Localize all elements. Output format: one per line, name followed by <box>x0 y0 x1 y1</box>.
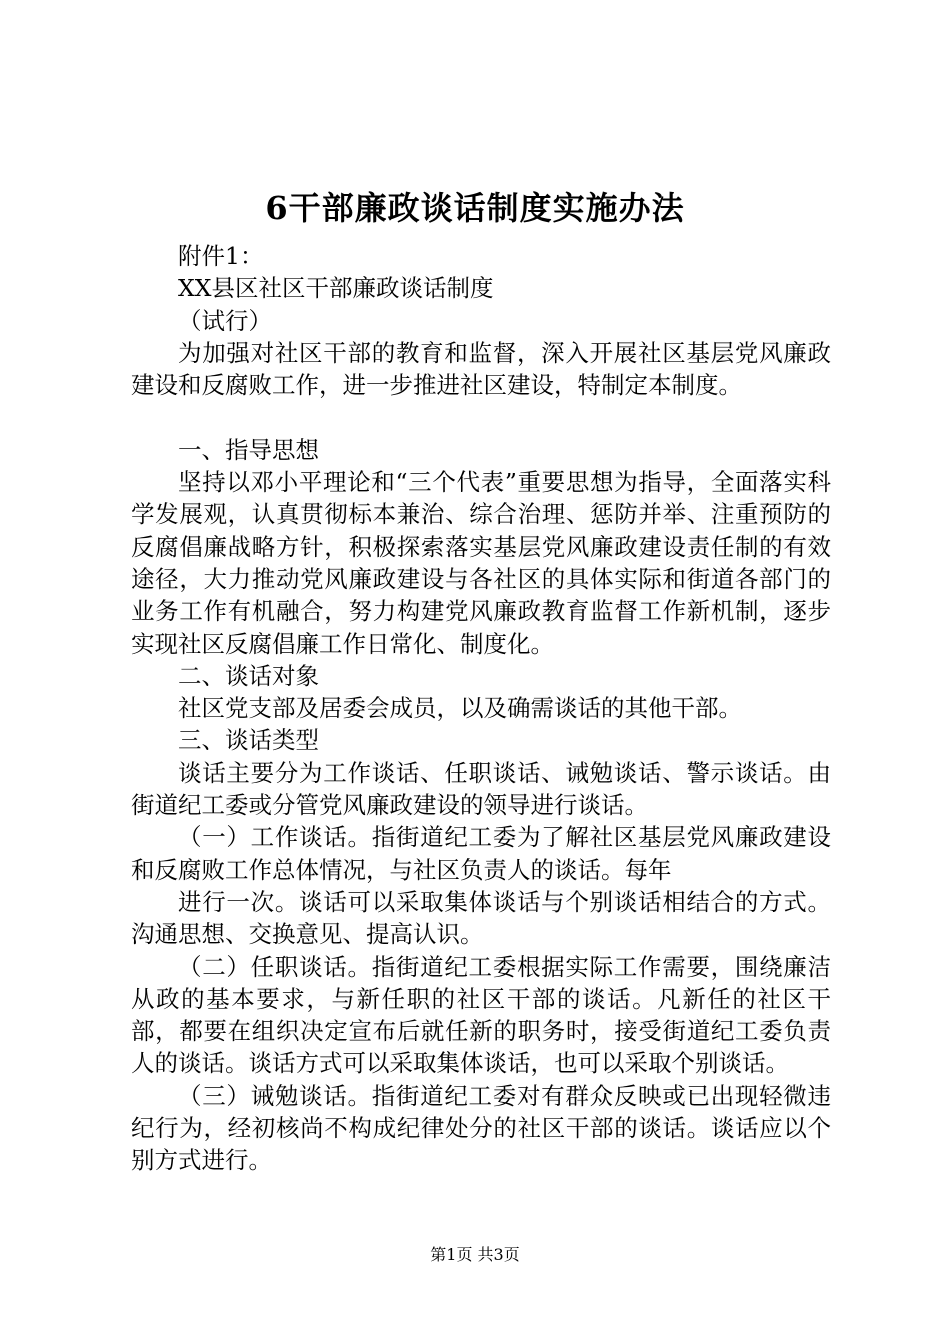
body-paragraph: （一）工作谈话。指街道纪工委为了解社区基层党风廉政建设和反腐败工作总体情况，与社区负责人的谈话。每年 <box>131 823 831 884</box>
body-paragraph: 进行一次。谈话可以采取集体谈话与个别谈话相结合的方式。沟通思想、交换意见、提高认识。 <box>131 887 831 949</box>
section-heading: 三、谈话类型 <box>178 726 319 755</box>
trial-note: （试行） <box>178 306 272 335</box>
document-title: 6干部廉政谈话制度实施办法 <box>265 189 685 227</box>
body-paragraph: （二）任职谈话。指街道纪工委根据实际工作需要，围绕廉洁从政的基本要求，与新任职的社区干部的谈话。凡新任的社区干部，都要在组织决定宣布后就任新的职务时，接受街道纪工委负责人的谈话。谈话方式可以采取集体谈话，也可以采取个别谈话。 <box>131 952 831 1078</box>
attachment-label: 附件1： <box>178 242 264 270</box>
intro-paragraph: 为加强对社区干部的教育和监督，深入开展社区基层党风廉政建设和反腐败工作，进一步推进社区建设，特制定本制度。 <box>131 338 831 400</box>
section-heading: 二、谈话对象 <box>178 661 319 690</box>
document-body <box>131 240 831 1177</box>
blank-line <box>131 401 831 433</box>
page-number: 第1页 共3页 <box>430 1245 520 1264</box>
body-paragraph: （三）诫勉谈话。指街道纪工委对有群众反映或已出现轻微违纪行为，经初核尚不构成纪律处分的社区干部的谈话。谈话应以个别方式进行。 <box>131 1081 831 1175</box>
body-paragraph: 社区党支部及居委会成员，以及确需谈话的其他干部。 <box>178 694 742 723</box>
body-paragraph: 谈话主要分为工作谈话、任职谈话、诫勉谈话、警示谈话。由街道纪工委或分管党风廉政建设的领导进行谈话。 <box>131 758 831 820</box>
system-name: XX县区社区干部廉政谈话制度 <box>178 274 494 303</box>
section-heading: 一、指导思想 <box>178 435 319 464</box>
body-paragraph: 坚持以邓小平理论和“三个代表”重要思想为指导，全面落实科学发展观，认真贯彻标本兼治、综合治理、惩防并举、注重预防的反腐倡廉战略方针，积极探索落实基层党风廉政建设责任制的有效途径，大力推动党风廉政建设与各社区的具体实际和街道各部门的业务工作有机融合，努力构建党风廉政教育监督工作新机制，逐步实现社区反腐倡廉工作日常化、制度化。 <box>131 468 831 658</box>
